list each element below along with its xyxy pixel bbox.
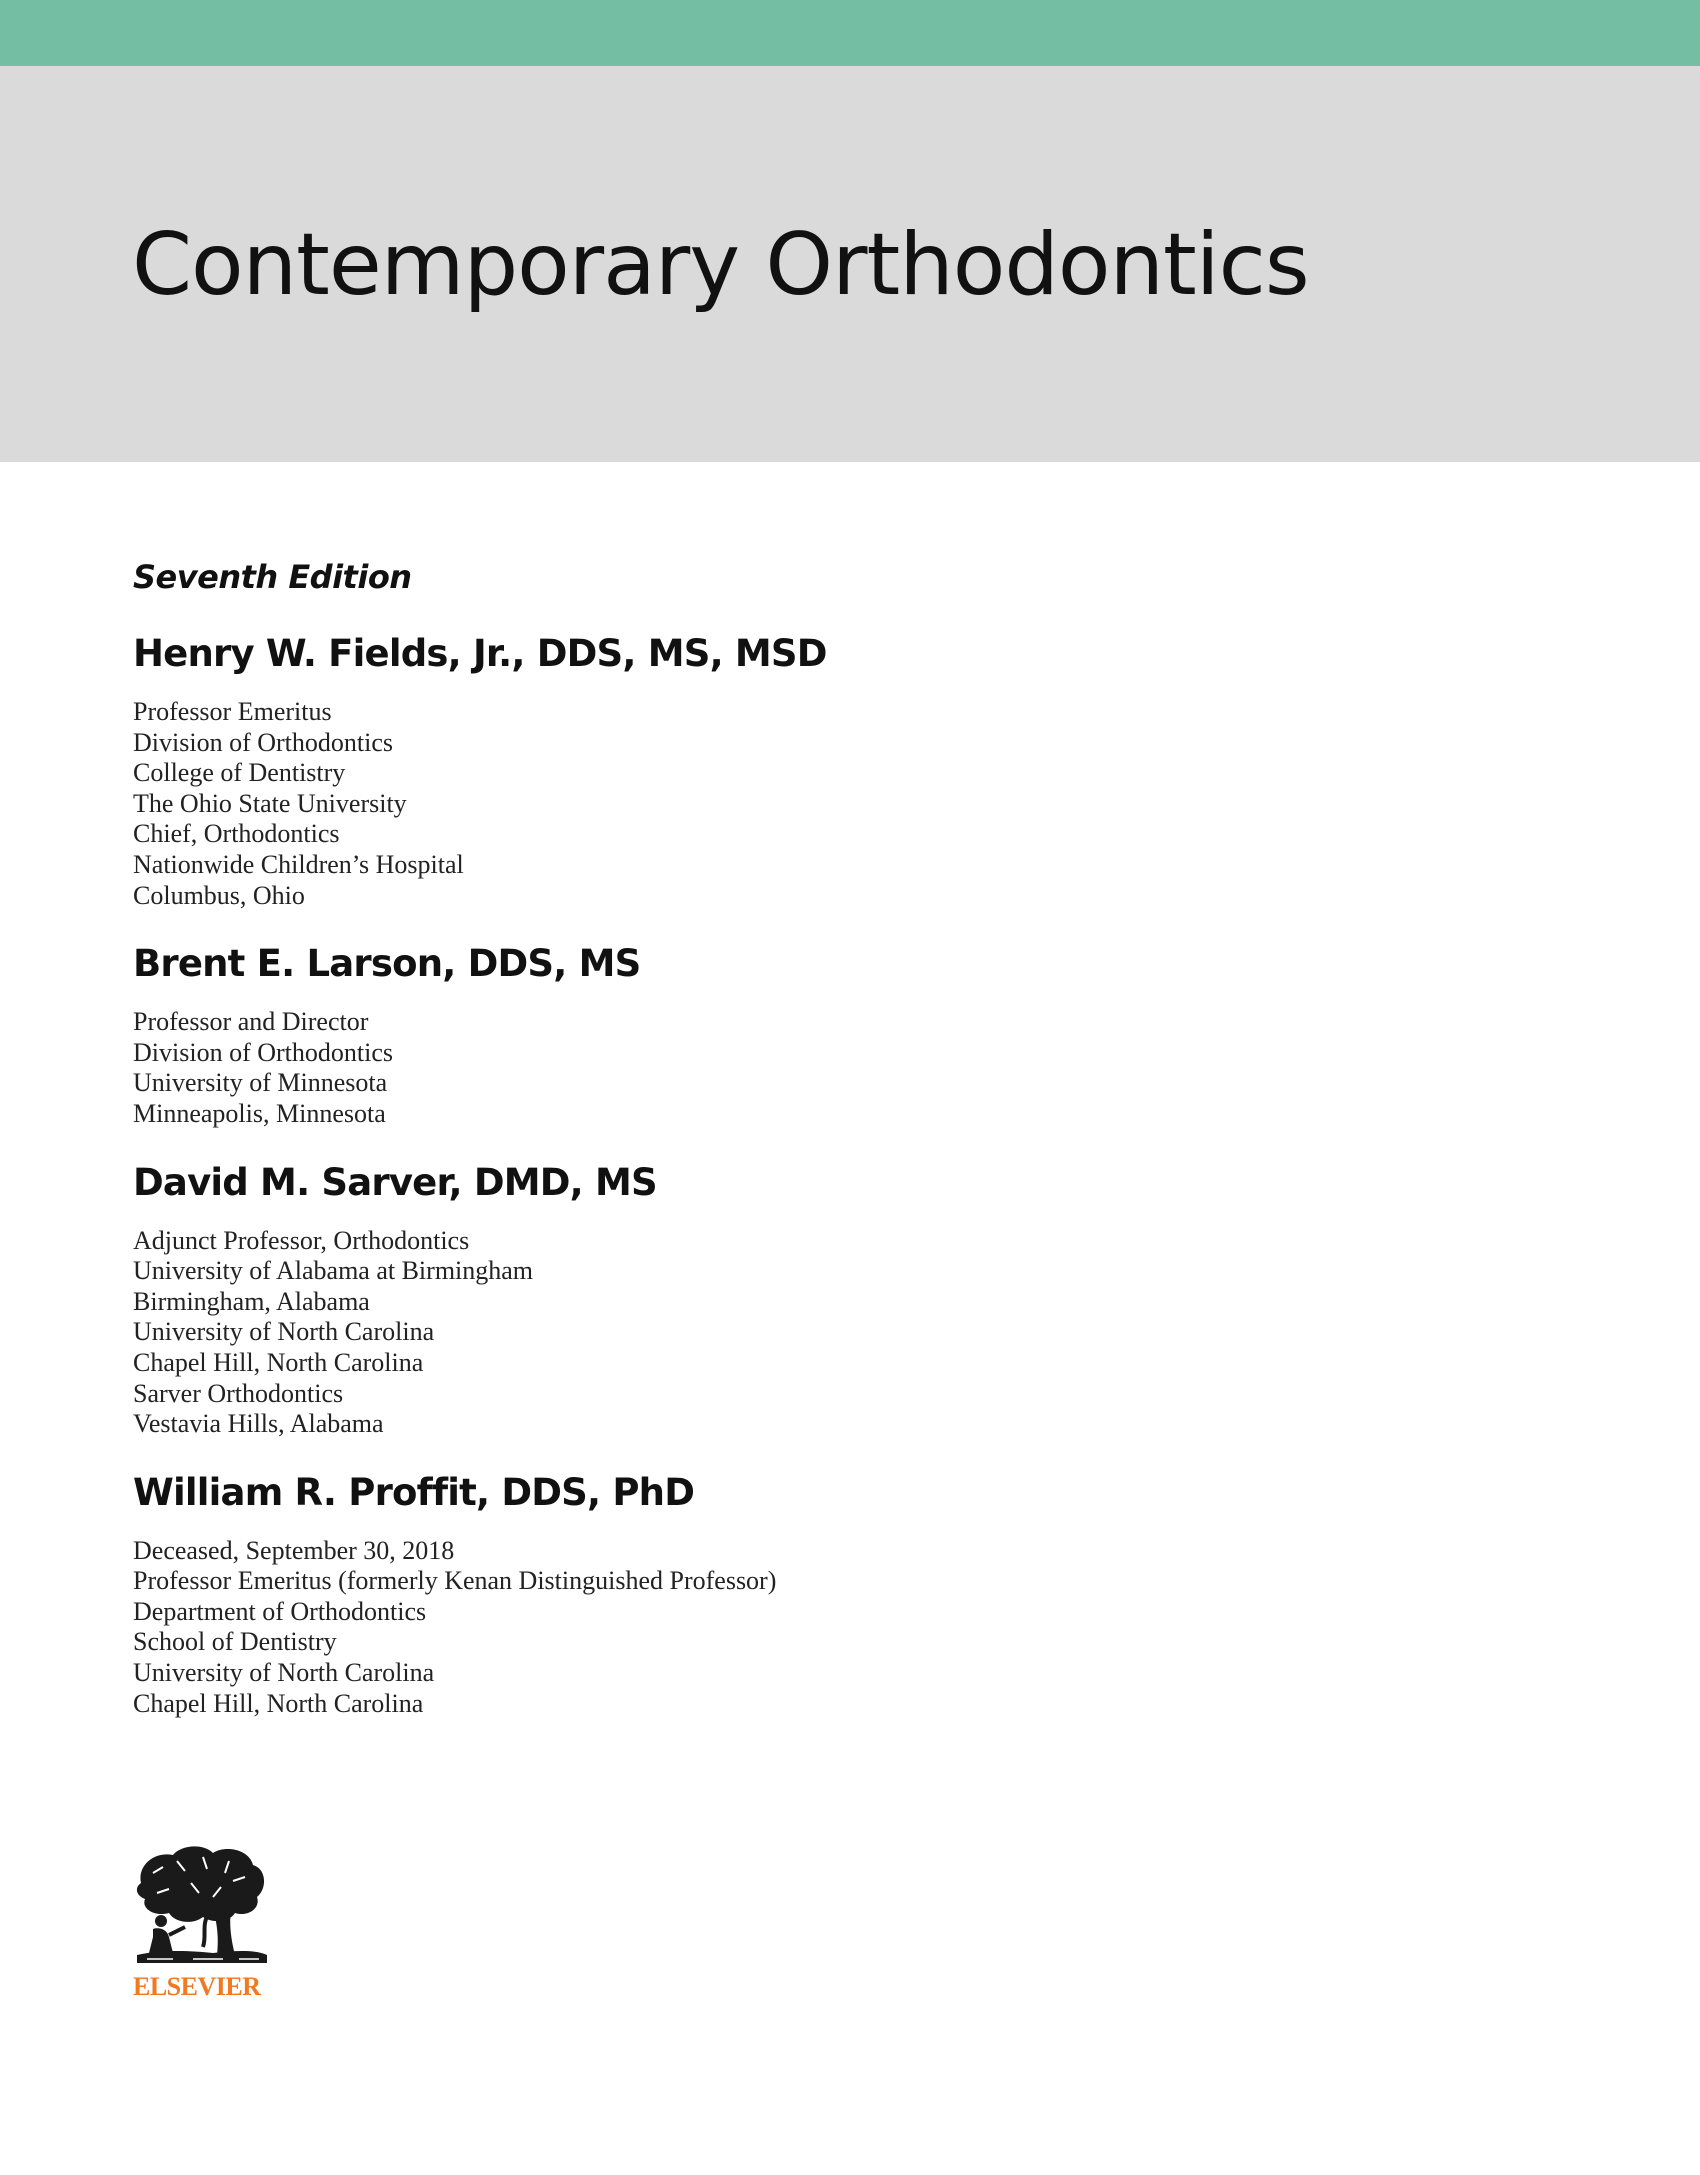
elsevier-tree-icon (133, 1843, 269, 1965)
author-name: Brent E. Larson, DDS, MS (133, 942, 641, 986)
affiliation-line: Chapel Hill, North Carolina (133, 1688, 424, 1718)
affiliation-line: Sarver Orthodontics (133, 1378, 344, 1408)
edition-label: Seventh Edition (133, 558, 412, 596)
affiliation-line: Adjunct Professor, Orthodontics (133, 1225, 470, 1255)
affiliation-line: Deceased, September 30, 2018 (133, 1535, 455, 1565)
affiliation-line: Division of Orthodontics (133, 1037, 393, 1067)
publisher-logo (133, 1843, 273, 2001)
affiliation-line: Birmingham, Alabama (133, 1286, 370, 1316)
affiliation-line: Professor Emeritus (formerly Kenan Distinguished Professor) (133, 1566, 777, 1596)
affiliation-line: College of Dentistry (133, 758, 346, 788)
affiliation-line: Department of Orthodontics (133, 1596, 427, 1626)
author-affiliations (133, 1007, 1533, 1129)
author-affiliations (133, 1536, 1533, 1720)
affiliation-line: Professor and Director (133, 1007, 369, 1037)
top-accent-band (0, 0, 1700, 66)
author-block (133, 1468, 1533, 1720)
affiliation-line: Professor Emeritus (133, 697, 332, 726)
author-block (133, 1158, 1533, 1440)
affiliation-line: Nationwide Children’s Hospital (133, 849, 464, 879)
affiliation-line: Division of Orthodontics (133, 727, 393, 757)
author-block (133, 629, 1533, 911)
affiliation-line: The Ohio State University (133, 788, 407, 818)
affiliation-line: Columbus, Ohio (133, 880, 305, 910)
affiliation-line: Minneapolis, Minnesota (133, 1098, 386, 1128)
affiliation-line: University of North Carolina (133, 1317, 435, 1347)
author-block (133, 939, 1533, 1129)
author-affiliations (133, 1226, 1533, 1440)
affiliation-line: University of Minnesota (133, 1068, 388, 1098)
author-name: Henry W. Fields, Jr., DDS, MS, MSD (133, 632, 827, 675)
affiliation-line: University of Alabama at Birmingham (133, 1256, 534, 1286)
book-title: Contemporary Orthodontics (132, 215, 1309, 315)
affiliation-line: Vestavia Hills, Alabama (133, 1409, 384, 1439)
affiliation-line: University of North Carolina (133, 1658, 435, 1688)
affiliation-line: School of Dentistry (133, 1627, 337, 1657)
author-name: David M. Sarver, DMD, MS (133, 1160, 657, 1204)
publisher-name: ELSEVIER (133, 1972, 261, 2001)
author-name: William R. Proffit, DDS, PhD (133, 1470, 695, 1514)
author-affiliations (133, 697, 1533, 911)
affiliation-line: Chapel Hill, North Carolina (133, 1347, 424, 1377)
affiliation-line: Chief, Orthodontics (133, 819, 340, 849)
title-page-content (133, 550, 1533, 1747)
